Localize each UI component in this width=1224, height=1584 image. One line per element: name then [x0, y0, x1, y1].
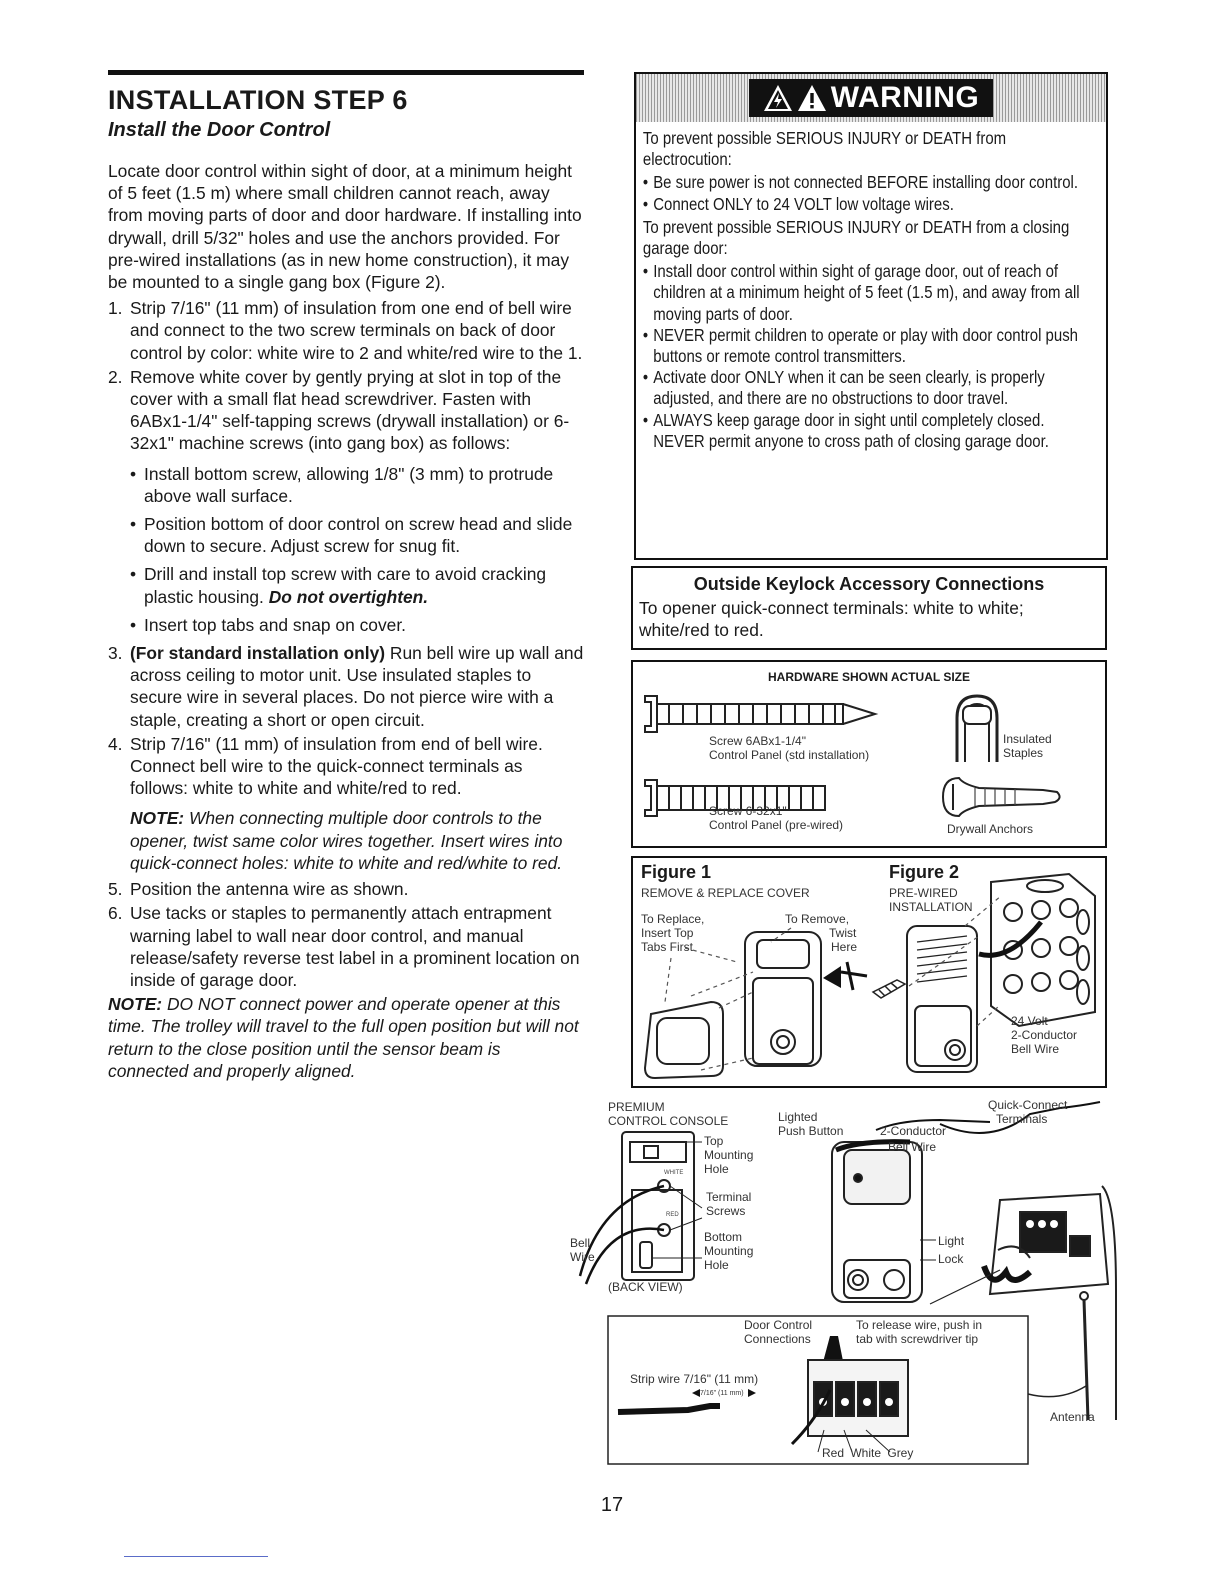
bottom-hole-label-2: Mounting [704, 1244, 754, 1258]
bell-wire-label-1: Bell [570, 1236, 591, 1250]
quick-connect-label-1: Quick-Connect [988, 1098, 1068, 1112]
light-button-label: Light [938, 1234, 965, 1248]
strip-wire-label: Strip wire 7/16" (11 mm) [630, 1372, 759, 1386]
figure-2-caption-2: INSTALLATION [889, 900, 973, 914]
quick-connect-label-2: Terminals [996, 1112, 1048, 1126]
bottom-hole-label-3: Hole [704, 1258, 729, 1272]
conductor-label-2: Bell Wire [888, 1140, 937, 1154]
power-note [108, 993, 584, 1082]
installation-step-column [108, 70, 584, 1082]
remove-instruction-3: Here [831, 940, 858, 954]
caution-triangle-icon [797, 84, 827, 112]
step-subtitle: Install the Door Control [108, 119, 331, 141]
multiple-controls-note [130, 807, 584, 874]
warning-body [636, 122, 1106, 452]
keylock-box [631, 566, 1107, 650]
red-terminal-mark: RED [666, 1212, 679, 1218]
step-text: Remove white cover by gently prying at slot in top of the cover with a small flat head screwdriver. Fasten with 6ABx1-1/4" self-tapping screws (drywall installation) or 6-32x1" machine screws (into gang box) as follows: [130, 366, 570, 454]
standard-install-emphasis: (For standard installation only) [130, 643, 386, 664]
sub-step-4: • Insert top tabs and snap on cover. [130, 614, 584, 636]
step-text: Use tacks or staples to permanently attach entrapment warning label to wall near door control, and manual release/safety reverse test label in a prominent location on inside of garage door. [130, 903, 580, 990]
screw-1-label: Screw 6ABx1-1/4" [709, 734, 806, 748]
lighted-button-label-1: Lighted [778, 1110, 818, 1124]
figure-2-caption-1: PRE-WIRED [889, 886, 958, 900]
step-text: Strip 7/16" (11 mm) of insulation from one end of bell wire and connect to the two screw terminals on back of door control by color: white wire to 2 and white/red wire to the 1. [130, 298, 583, 363]
step-item-2 [108, 366, 584, 636]
warning-label [749, 79, 994, 117]
door-connections-label-2: Connections [744, 1332, 811, 1346]
warning-item: • NEVER permit children to operate or play with door control push buttons or remote control transmitters. [643, 325, 1099, 367]
heading-rule [108, 70, 584, 75]
step-item-1 [108, 297, 584, 364]
warning-item: • ALWAYS keep garage door in sight until completely closed. NEVER permit anyone to cross path of closing garage door. [643, 410, 1099, 452]
step-number: 5. [108, 879, 123, 900]
electrocution-warning: To prevent possible SERIOUS INJURY or DEATH from electrocution: [642, 128, 1007, 170]
wiring-diagram [560, 1090, 1120, 1470]
step-text: Position the antenna wire as shown. [130, 879, 409, 900]
warning-item: • Install door control within sight of garage door, out of reach of children at a minimum height of 5 feet (1.5 m), and away from all moving parts of door. [643, 261, 1099, 325]
warning-word: WARNING [830, 81, 980, 114]
console-label-1: PREMIUM [608, 1100, 665, 1114]
remove-instruction-2: Twist [829, 926, 857, 940]
figure-1-cover-illustration [641, 918, 881, 1082]
warning-item: • Be sure power is not connected BEFORE installing door control. [643, 172, 1099, 193]
step-text: Run bell wire up wall and across ceiling to motor unit. Use insulated staples to secure wire in several places. Do not pierce wire with a staple, creating a short or open circuit. [130, 643, 584, 730]
insulated-staple-icon [949, 690, 1005, 766]
figures-box [631, 856, 1107, 1088]
figure-2-wire-label-2: 2-Conductor [1011, 1028, 1078, 1042]
warning-item: • Activate door ONLY when it can be seen clearly, is properly adjusted, and there are no obstructions to door travel. [643, 367, 1099, 409]
step-text: Strip 7/16" (11 mm) of insulation from end of bell wire. Connect bell wire to the quick-connect terminals as follows: white to white and white/red to red. [130, 733, 543, 799]
overtighten-warning: Do not overtighten. [268, 586, 429, 607]
hardware-box [631, 660, 1107, 848]
antenna-label: Antenna [1050, 1410, 1095, 1424]
step-item-3 [108, 642, 584, 731]
hardware-title: HARDWARE SHOWN ACTUAL SIZE [768, 670, 970, 684]
lighted-button-label-2: Push Button [778, 1124, 844, 1138]
sub-step-2: • Position bottom of door control on screw head and slide down to secure. Adjust screw for snug fit. [130, 513, 584, 557]
screw-2-description: Control Panel (pre-wired) [709, 818, 844, 832]
warning-item: • Connect ONLY to 24 VOLT low voltage wires. [643, 194, 1099, 215]
remove-instruction-1: To Remove, [785, 912, 850, 926]
door-connections-label-1: Door Control [744, 1318, 813, 1332]
figure-2-wire-label-3: Bell Wire [1011, 1042, 1060, 1056]
strip-length-ruler: 7/16" (11 mm) [700, 1390, 744, 1397]
step-item-5 [108, 878, 584, 900]
release-instruction-1: To release wire, push in [856, 1318, 983, 1332]
figure-2-gang-box-illustration [869, 866, 1099, 1082]
step-number: 2. [108, 366, 123, 387]
screw-1-description: Control Panel (std installation) [709, 748, 870, 762]
electric-hazard-icon [763, 84, 793, 112]
bell-wire-label-2: Wire [570, 1250, 595, 1264]
sub-step-1: • Install bottom screw, allowing 1/8" (3 mm) to protrude above wall surface. [130, 463, 584, 507]
top-hole-label-1: Top [704, 1134, 724, 1148]
top-hole-label-3: Hole [704, 1162, 729, 1176]
drywall-anchor-icon [939, 774, 1065, 820]
warning-header [636, 74, 1106, 122]
keylock-title: Outside Keylock Accessory Connections [693, 574, 1045, 594]
white-terminal-mark: WHITE [664, 1170, 684, 1176]
wire-colors-label: Red White Grey [822, 1446, 914, 1460]
staples-label-1: Insulated [1003, 732, 1052, 746]
note-label: NOTE: [130, 808, 185, 829]
sub-step-text: Drill and install top screw with care to avoid cracking plastic housing. [144, 564, 547, 607]
screw-2-label: Screw 6-32x1" [709, 804, 787, 818]
intro-paragraph: Locate door control within sight of door, at a minimum height of 5 feet (1.5 m) where small children cannot reach, away from moving parts of door and door hardware. If installing into drywall, drill 5/32" holes and use the anchors provided. For pre-wired installations (as in new home construction), it may be mounted to a single gang box (Figure 2). [108, 161, 582, 293]
step-list [108, 297, 584, 991]
replace-instruction-1: To Replace, [641, 912, 705, 926]
replace-instruction-3: Tabs First [641, 940, 694, 954]
figure-1-caption: REMOVE & REPLACE COVER [641, 886, 810, 900]
step-title: INSTALLATION STEP 6 [108, 85, 408, 115]
replace-instruction-2: Insert Top [641, 926, 694, 940]
release-instruction-2: tab with screwdriver tip [856, 1332, 979, 1346]
bottom-hole-label-1: Bottom [704, 1230, 743, 1244]
electrocution-list [643, 172, 1099, 214]
lock-button-label: Lock [938, 1252, 964, 1266]
step-number: 6. [108, 903, 123, 924]
anchors-label: Drywall Anchors [947, 822, 1034, 836]
note-text: When connecting multiple door controls to the opener, twist same color wires together. Insert wires into quick-connect holes: white to white and red/white to red. [130, 808, 563, 873]
self-tapping-screw-icon [639, 692, 879, 736]
figure-2-wire-label-1: 24 Volt [1011, 1014, 1048, 1028]
conductor-label-1: 2-Conductor [880, 1124, 947, 1138]
keylock-text: To opener quick-connect terminals: white to white; white/red to red. [639, 598, 1024, 640]
sub-step-3 [130, 563, 584, 607]
closing-door-warning: To prevent possible SERIOUS INJURY or DEATH from a closing garage door: [642, 216, 1070, 259]
page-number: 17 [600, 1494, 624, 1516]
closing-door-list [643, 261, 1099, 452]
top-hole-label-2: Mounting [704, 1148, 754, 1162]
step-item-4 [108, 733, 584, 874]
terminal-label-1: Terminal [706, 1190, 752, 1204]
figure-1-title: Figure 1 [641, 862, 712, 882]
step-item-6 [108, 902, 584, 991]
note-text: DO NOT connect power and operate opener at this time. The trolley will travel to the full open position but will not return to the close position until the sensor beam is connected and properly aligned. [108, 994, 579, 1081]
mounting-sub-steps [130, 463, 584, 636]
footer-underline [124, 1556, 268, 1557]
note-label: NOTE: [108, 994, 163, 1015]
staples-label-2: Staples [1003, 746, 1044, 760]
console-label-2: CONTROL CONSOLE [608, 1114, 729, 1128]
step-number: 3. [108, 643, 123, 664]
warning-box [634, 72, 1108, 560]
step-number: 4. [108, 733, 123, 754]
terminal-label-2: Screws [706, 1204, 746, 1218]
back-view-label: (BACK VIEW) [608, 1280, 683, 1294]
step-number: 1. [108, 298, 123, 319]
figure-2-title: Figure 2 [889, 862, 960, 882]
